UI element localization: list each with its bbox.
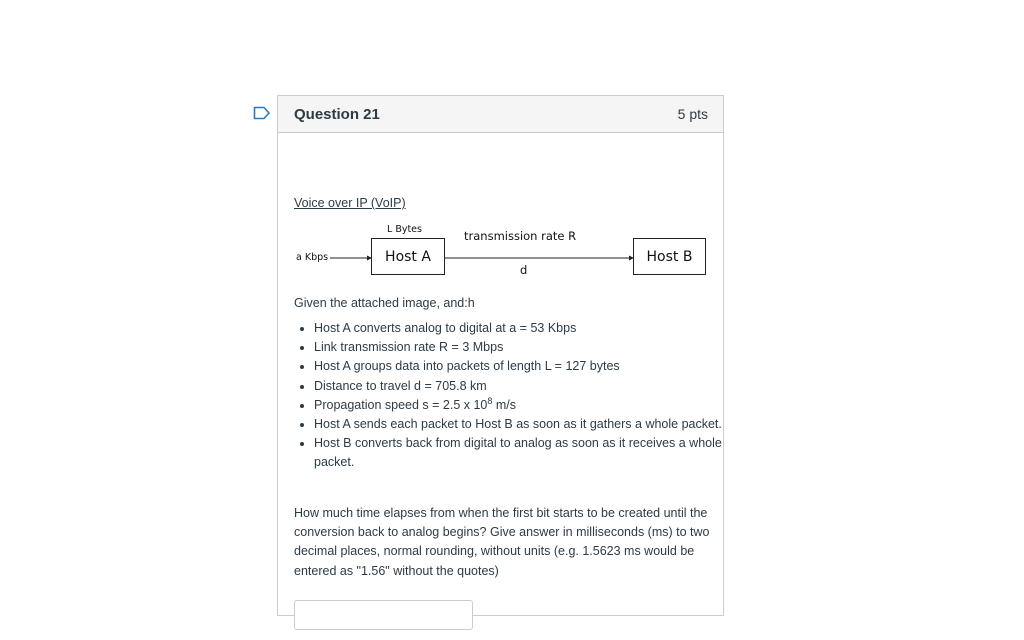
bookmark-flag-icon[interactable] — [253, 106, 271, 120]
voip-link[interactable]: Voice over IP (VoIP) — [294, 196, 406, 210]
question-title: Question 21 — [294, 105, 380, 123]
given-item — [314, 396, 724, 415]
exponent: 8 — [487, 395, 493, 406]
given-item: • Host A groups data into packets of length L = 127 bytes — [314, 357, 724, 376]
given-item: • Link transmission rate R = 3 Mbps — [314, 338, 724, 357]
question-prompt: How much time elapses from when the first bit starts to be created until the conversion back to analog begins? Give answer in milliseconds (ms) to two decimal places, normal rounding, without units (e.g. 1.5623 ms would be entered as "1.56" without the quotes) — [294, 506, 710, 578]
given-item: • Host A sends each packet to Host B as soon as it gathers a whole packet. — [314, 415, 724, 434]
question-header — [278, 96, 723, 133]
host-a-box: Host A — [371, 238, 445, 275]
question-card — [277, 95, 724, 616]
voip-diagram — [294, 221, 709, 283]
transmission-rate-label: transmission rate R — [464, 229, 577, 243]
answer-input[interactable] — [294, 600, 473, 630]
host-b-box: Host B — [633, 238, 706, 275]
given-item: • Host B converts back from digital to analog as soon as it receives a whole packet. — [314, 434, 724, 472]
l-bytes-label: L Bytes — [387, 224, 422, 235]
given-item: • Host A converts analog to digital at a = 53 Kbps — [314, 319, 724, 338]
distance-label: d — [520, 263, 528, 277]
propagation-unit: m/s — [492, 397, 517, 412]
given-item: • Distance to travel d = 705.8 km — [314, 377, 724, 396]
intro-text: Given the attached image, and:h — [294, 296, 475, 310]
a-kbps-label: a Kbps — [296, 252, 329, 263]
given-list — [294, 319, 724, 473]
propagation-text: Propagation speed s = 2.5 x 10 — [314, 397, 488, 412]
question-points: 5 pts — [677, 106, 708, 122]
